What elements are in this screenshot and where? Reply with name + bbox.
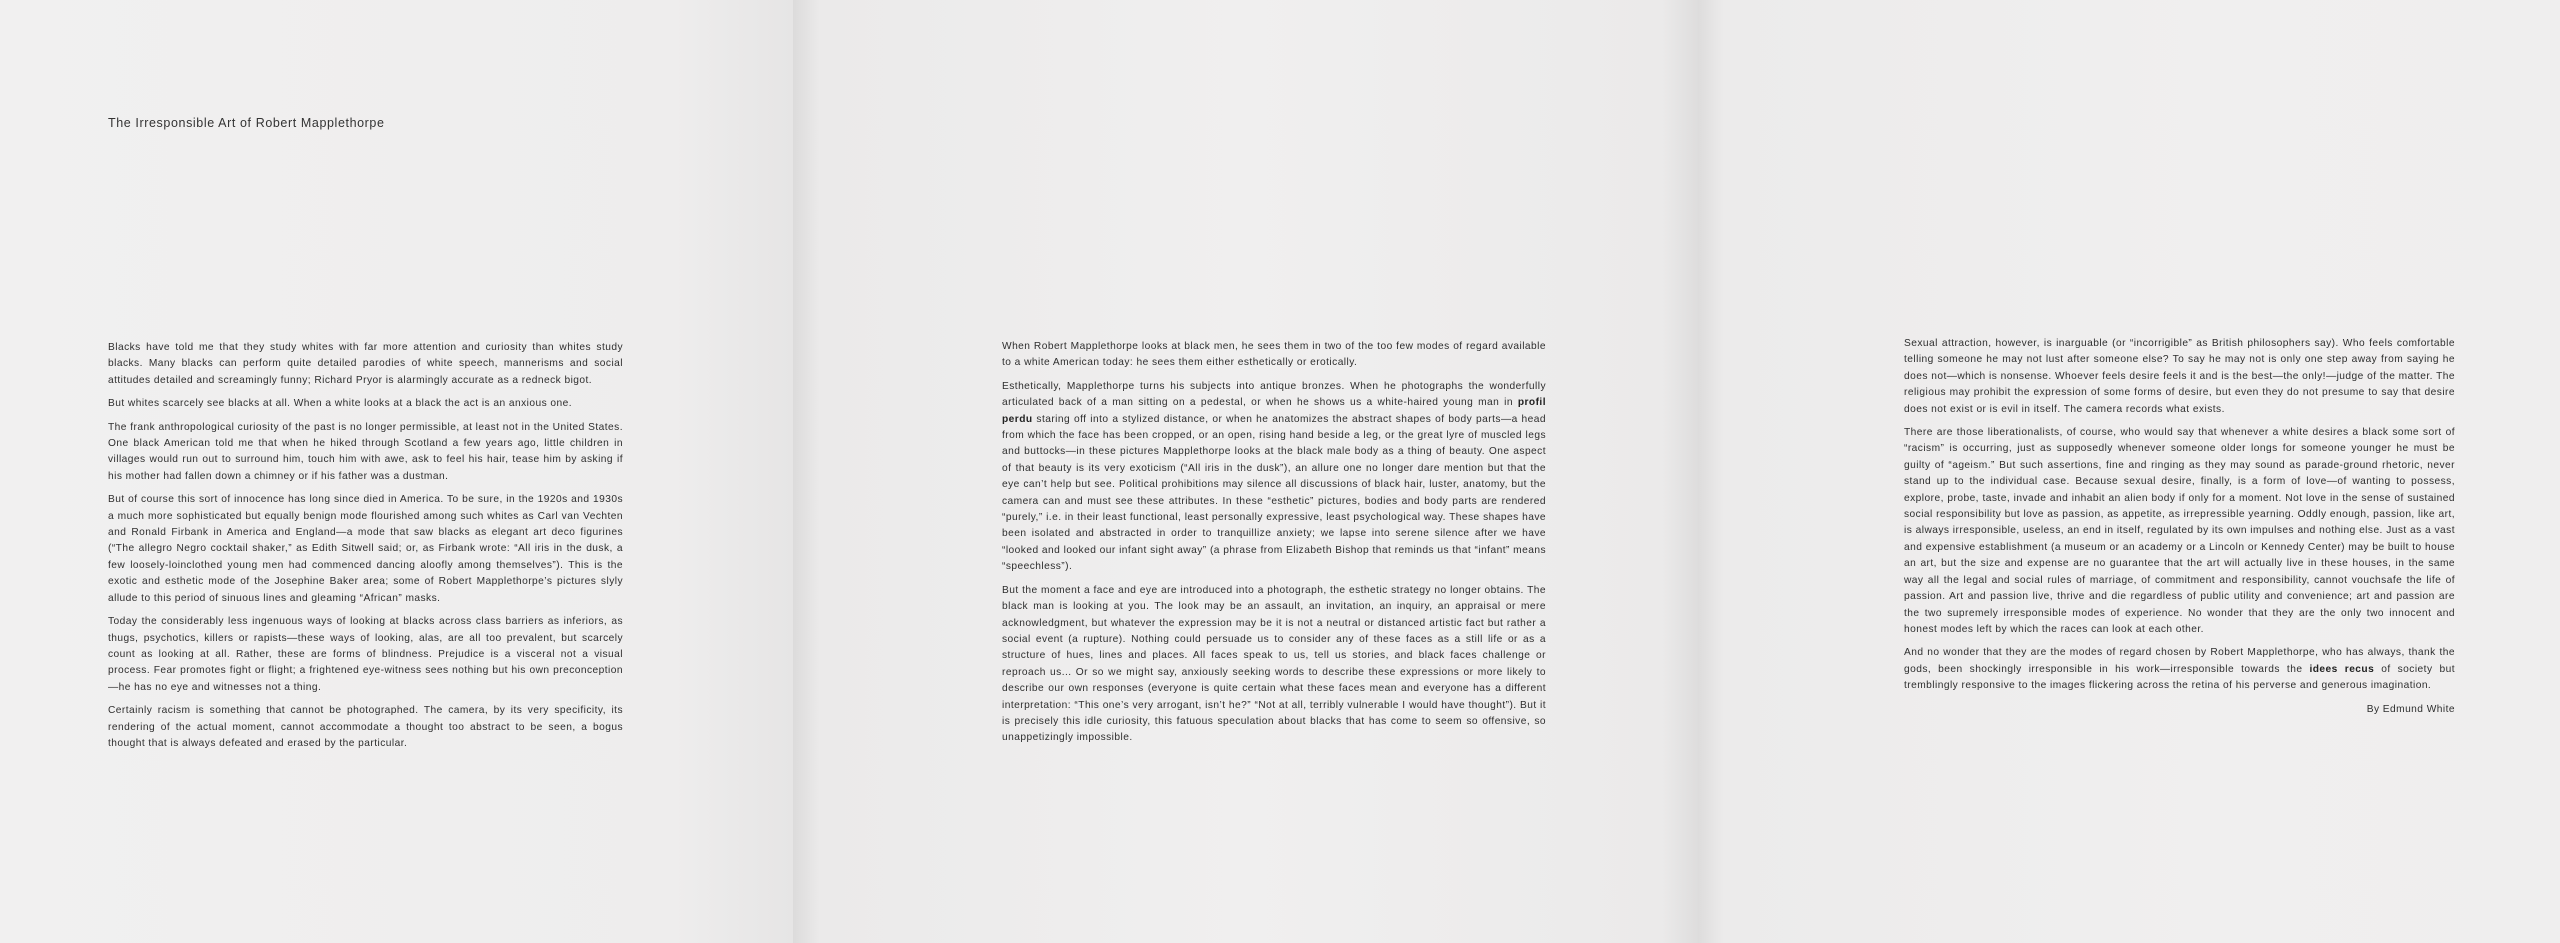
paragraph bbox=[108, 492, 623, 607]
paragraph bbox=[1002, 583, 1546, 747]
paragraph-text: The frank anthropological curiosity of the past is no longer permissible, at least not in the United States. One black American told me that when he hiked through Scotland a few years ago, little children in villages would run out to surround him, touch him with awe, ask to feel his hair, tease him by asking if his mother had fallen down a chimney or if his father was a dustman. bbox=[108, 421, 623, 482]
paragraph bbox=[1904, 425, 2455, 638]
text-column-left bbox=[108, 340, 623, 759]
paragraph bbox=[1002, 339, 1546, 372]
paragraph-text: staring off into a stylized distance, or when he anatomizes the abstract shapes of body parts—a head from which the face has been cropped, or an open, rising hand beside a leg, or the great lyre of muscled legs and buttocks—in these pictures Mapplethorpe looks at the black male body as a thing of beauty. One aspect of that beauty is its very exoticism (“All iris in the dusk”), an allure one no longer dare mention but that the eye can’t help but see. Political prohibitions may silence all discussions of black hair, luster, anatomy, but the camera can and must see these attributes. In these “esthetic” pictures, bodies and body parts are rendered “purely,” i.e. in their least functional, least personally expressive, least psychological way. These shapes have been isolated and abstracted in order to tranquillize anxiety; we lapse into serene silence after we have “looked and looked our infant sight away” (a phrase from Elizabeth Bishop that reminds us that “infant” means “speechless”). bbox=[1002, 413, 1546, 573]
emphasis-text: profil perdu bbox=[1002, 397, 1546, 425]
paragraph bbox=[108, 340, 623, 389]
emphasis-text: idees recus bbox=[2309, 663, 2375, 675]
paragraph bbox=[108, 420, 623, 486]
paragraph-text: And no wonder that they are the modes of regard chosen by Robert Mapplethorpe, who has always, thank the gods, been shockingly irresponsible in his work—irresponsible towards the bbox=[1904, 647, 2455, 675]
paragraph-text: When Robert Mapplethorpe looks at black men, he sees them in two of the too few modes of regard available to a white American today: he sees them either esthetically or erotically. bbox=[1002, 341, 1546, 369]
paragraph-text: of society but tremblingly responsive to the images flickering across the retina of his perverse and generous imagination. bbox=[1904, 663, 2456, 692]
paragraph-text: But the moment a face and eye are introduced into a photograph, the esthetic strategy no longer obtains. The black man is looking at you. The look may be an assault, an invitation, an inquiry, an appraisal or mere acknowledgment, but whatever the expression may be it is not a neutral or distanced artistic fact but rather a social event (a rupture). Nothing could persuade us to consider any of these faces as a still life or as a structure of hues, lines and places. All faces speak to us, tell us stories, and black faces challenge or reproach us... Or so we might say, anxiously seeking words to describe these expressions or more likely to describe our own responses (everyone is quite certain what these faces mean and everyone has a different interpretation: “This one’s very arrogant, isn’t he?” “Not at all, terribly vulnerable I would have thought”). But it is precisely this idle curiosity, this fatuous speculation about blacks that has come to seem so offensive, so unappetizingly impossible. bbox=[1002, 584, 1546, 744]
paragraph-text: Certainly racism is something that cannot be photographed. The camera, by its very specificity, its rendering of the actual moment, cannot accommodate a thought too abstract to be seen, a bogus thought that is always defeated and erased by the particular. bbox=[108, 705, 623, 749]
paragraph bbox=[1904, 336, 2455, 418]
paragraph bbox=[1904, 645, 2455, 694]
panel-left bbox=[0, 0, 793, 943]
paragraph bbox=[108, 614, 623, 696]
paragraph-text: Esthetically, Mapplethorpe turns his subjects into antique bronzes. When he photographs the wonderfully articulated back of a man sitting on a pedestal, or when he shows us a white-haired young man in bbox=[1002, 380, 1546, 409]
paragraph-text: Blacks have told me that they study whites with far more attention and curiosity than whites study blacks. Many blacks can perform quite detailed parodies of white speech, mannerisms and social attitudes detailed and screamingly funny; Richard Pryor is alarmingly accurate as a redneck bigot. bbox=[108, 342, 623, 386]
paragraph-text: Today the considerably less ingenuous ways of looking at blacks across class barriers as inferiors, as thugs, psychotics, killers or rapists—these ways of looking, alas, are all too prevalent, but scarcely count as looking at all. Rather, these are forms of blindness. Prejudice is a visceral not a visual process. Fear promotes fight or flight; a frightened eye-witness sees nothing but his own preconception—he has no eye and witnesses not a thing. bbox=[108, 616, 623, 693]
author-signature: By Edmund White bbox=[2366, 703, 2455, 715]
text-column-right bbox=[1904, 336, 2455, 718]
panel-right bbox=[1698, 0, 2560, 943]
paragraph-text: But of course this sort of innocence has long since died in America. To be sure, in the 1920s and 1930s a much more sophisticated but equally benign mode flourished among such whites as Carl van Vechten and Ronald Firbank in America and England—a mode that saw blacks as elegant art deco figurines (“The allegro Negro cocktail shaker,” as Edith Sitwell said; or, as Firbank wrote: “All iris in the dusk, a few loosely-loinclothed young men had commenced dancing aloofly among themselves”). This is the exotic and esthetic mode of the Josephine Baker area; some of Robert Mapplethorpe’s pictures slyly allude to this period of sinuous lines and gleaming “African” masks. bbox=[108, 494, 623, 604]
panel-middle bbox=[793, 0, 1698, 943]
paragraph-text: But whites scarcely see blacks at all. When a white looks at a black the act is an anxious one. bbox=[108, 398, 573, 410]
paragraph bbox=[1002, 379, 1546, 576]
paragraph-text: There are those liberationalists, of course, who would say that whenever a white desires a black some sort of “racism” is occurring, just as supposedly whenever someone older longs for someone younger he must be guilty of “ageism.” But such assertions, fine and ringing as they may sound as parade-ground rhetoric, never stand up to the individual case. Because sexual desire, finally, is a form of love—of wanting to possess, explore, probe, taste, invade and inhabit an alien body if only for a moment. Not love in the sense of sustained social responsibility but love as passion, as appetite, as irrepressible yearning. Oddly enough, passion, like art, is always irresponsible, useless, an end in itself, regulated by its own impulses and nothing else. Just as a vast and expensive establishment (a museum or an academy or a Lincoln or Kennedy Center) may be built to house an art, but the size and expense are no guarantee that the art will actually live in these houses, in the same way all the legal and social rules of marriage, of commitment and responsibility, cannot vouchsafe the life of passion. Art and passion live, thrive and die regardless of public utility and convenience; art and passion are the two supremely irresponsible modes of experience. No wonder that they are the only two innocent and honest modes left by which the races can look at each other. bbox=[1904, 427, 2455, 635]
paragraph-text: Sexual attraction, however, is inarguable (or “incorrigible” as British philosophers say). Who feels comfortable telling someone he may not lust after someone else? To say he may not is only one step away from saying he does not—which is nonsense. Whoever feels desire feels it and is the best—the only!—judge of the matter. The religious may prohibit the expression of some forms of desire, but even they do not presume to say that desire does not exist or is evil in itself. The camera records what exists. bbox=[1904, 338, 2455, 415]
paragraph bbox=[108, 703, 623, 752]
text-column-middle bbox=[1002, 339, 1546, 754]
running-title: The Irresponsible Art of Robert Mapplethorpe bbox=[108, 116, 385, 130]
paragraph bbox=[108, 396, 623, 412]
